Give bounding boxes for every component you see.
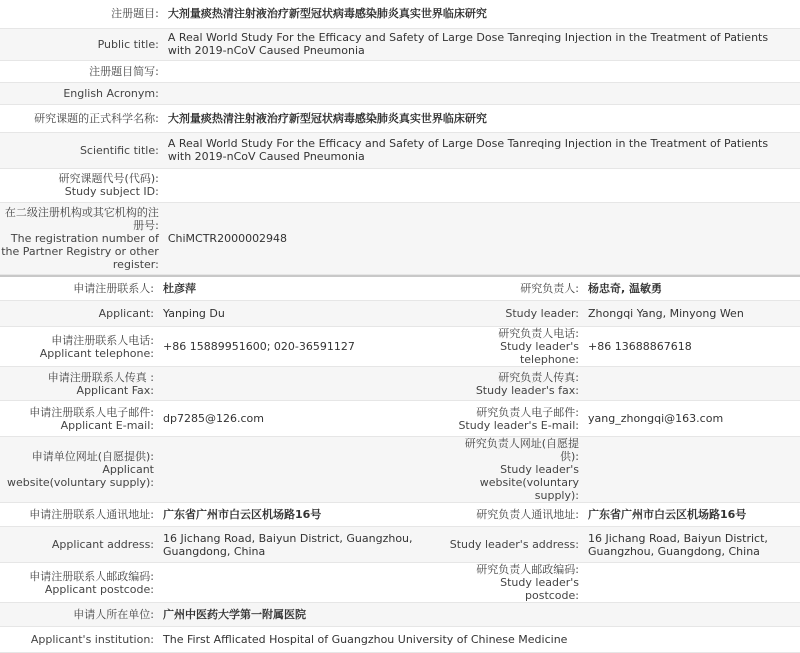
- applicant-address-en-label: Applicant address:: [0, 527, 159, 563]
- applicant-website-value: [159, 437, 447, 503]
- applicant-postcode-zh-label: 申请注册联系人邮政编码:: [0, 570, 154, 583]
- applicant-email-zh-label: 申请注册联系人电子邮件:: [0, 406, 154, 419]
- institution-en-value: The First Afflicated Hospital of Guangzhou University of Chinese Medicine: [159, 627, 800, 653]
- applicant-postcode-value: [159, 563, 447, 603]
- applicant-website-en-label: Applicant website(voluntary supply):: [0, 463, 154, 489]
- partner-en-label: The registration number of the Partner Registry or other register:: [0, 232, 159, 271]
- leader-fax-value: [584, 367, 800, 401]
- leader-fax-zh-label: 研究负责人传真:: [447, 371, 579, 384]
- applicant-website-label: [0, 437, 159, 503]
- leader-fax-en-label: Study leader's fax:: [447, 384, 579, 397]
- institution-zh-value: 广州中医药大学第一附属医院: [159, 603, 800, 627]
- applicant-email-label: [0, 401, 159, 437]
- row-scientific-title-zh: [0, 104, 800, 132]
- public-title-zh-label: 注册题目:: [0, 0, 164, 28]
- row-telephone: [0, 327, 800, 367]
- row-acronym-zh: [0, 60, 800, 82]
- acronym-en-value: [164, 82, 800, 104]
- scientific-title-zh-label: 研究课题的正式科学名称:: [0, 104, 164, 132]
- leader-address-zh-label: 研究负责人通讯地址:: [447, 503, 584, 527]
- applicant-en-label: Applicant:: [0, 301, 159, 327]
- applicant-fax-value: [159, 367, 447, 401]
- scientific-title-en-label: Scientific title:: [0, 132, 164, 168]
- applicant-telephone-en-label: Applicant telephone:: [0, 347, 154, 360]
- leader-postcode-value: [584, 563, 800, 603]
- row-institution-zh: [0, 603, 800, 627]
- leader-en-label: Study leader:: [447, 301, 584, 327]
- leader-zh-value: 杨忠奇, 温敏勇: [584, 277, 800, 301]
- applicant-zh-label: 申请注册联系人:: [0, 277, 159, 301]
- applicant-address-zh-label: 申请注册联系人通讯地址:: [0, 503, 159, 527]
- partner-registry-number: ChiMCTR2000002948: [164, 202, 800, 274]
- scientific-title-zh-value: 大剂量痰热清注射液治疗新型冠状病毒感染肺炎真实世界临床研究: [164, 104, 800, 132]
- leader-postcode-zh-label: 研究负责人邮政编码:: [447, 563, 579, 576]
- applicant-postcode-label: [0, 563, 159, 603]
- applicant-fax-zh-label: 申请注册联系人传真 :: [0, 371, 154, 384]
- leader-telephone-value: +86 13688867618: [584, 327, 800, 367]
- study-info-table: [0, 0, 800, 275]
- row-website: [0, 437, 800, 503]
- row-address-zh: [0, 503, 800, 527]
- institution-en-label: Applicant's institution:: [0, 627, 159, 653]
- row-partner-registry: [0, 202, 800, 274]
- row-scientific-title-en: [0, 132, 800, 168]
- leader-website-value: [584, 437, 800, 503]
- applicant-en-value: Yanping Du: [159, 301, 447, 327]
- leader-email-value: yang_zhongqi@163.com: [584, 401, 800, 437]
- row-postcode: [0, 563, 800, 603]
- public-title-en-label: Public title:: [0, 28, 164, 60]
- applicant-telephone-label: [0, 327, 159, 367]
- leader-en-value: Zhongqi Yang, Minyong Wen: [584, 301, 800, 327]
- leader-website-label: [447, 437, 584, 503]
- applicant-email-value: dp7285@126.com: [159, 401, 447, 437]
- public-title-en-value: A Real World Study For the Efficacy and Safety of Large Dose Tanreqing Injection in the Treatment of Patients with 2019-nCoV Caused Pneumonia: [164, 28, 800, 60]
- row-fax: [0, 367, 800, 401]
- applicant-fax-label: [0, 367, 159, 401]
- row-public-title-en: [0, 28, 800, 60]
- scientific-title-en-value: A Real World Study For the Efficacy and Safety of Large Dose Tanreqing Injection in the Treatment of Patients with 2019-nCoV Caused Pneumonia: [164, 132, 800, 168]
- leader-address-zh-value: 广东省广州市白云区机场路16号: [584, 503, 800, 527]
- subject-id-zh-label: 研究课题代号(代码):: [0, 172, 159, 185]
- subject-id-label: [0, 168, 164, 202]
- row-email: [0, 401, 800, 437]
- leader-website-zh-label: 研究负责人网址(自愿提供):: [447, 437, 579, 463]
- leader-address-en-label: Study leader's address:: [447, 527, 584, 563]
- leader-postcode-label: [447, 563, 584, 603]
- acronym-en-label: English Acronym:: [0, 82, 164, 104]
- acronym-zh-value: [164, 60, 800, 82]
- acronym-zh-label: 注册题目简写:: [0, 60, 164, 82]
- public-title-zh-value: 大剂量痰热清注射液治疗新型冠状病毒感染肺炎真实世界临床研究: [164, 0, 800, 28]
- applicant-address-zh-value: 广东省广州市白云区机场路16号: [159, 503, 447, 527]
- applicant-email-en-label: Applicant E-mail:: [0, 419, 154, 432]
- row-public-title-zh: [0, 0, 800, 28]
- applicant-zh-value: 杜彦萍: [159, 277, 447, 301]
- leader-email-en-label: Study leader's E-mail:: [447, 419, 579, 432]
- leader-email-label: [447, 401, 584, 437]
- subject-id-value: [164, 168, 800, 202]
- applicant-telephone-zh-label: 申请注册联系人电话:: [0, 334, 154, 347]
- leader-postcode-en-label: Study leader's postcode:: [447, 576, 579, 602]
- subject-id-en-label: Study subject ID:: [0, 185, 159, 198]
- applicant-fax-en-label: Applicant Fax:: [0, 384, 154, 397]
- applicant-postcode-en-label: Applicant postcode:: [0, 583, 154, 596]
- partner-zh-label: 在二级注册机构或其它机构的注册号:: [0, 206, 159, 232]
- row-contact-names-en: [0, 301, 800, 327]
- leader-zh-label: 研究负责人:: [447, 277, 584, 301]
- leader-address-en-value: 16 Jichang Road, Baiyun District, Guangzhou, Guangdong, China: [584, 527, 800, 563]
- row-subject-id: [0, 168, 800, 202]
- leader-email-zh-label: 研究负责人电子邮件:: [447, 406, 579, 419]
- leader-fax-label: [447, 367, 584, 401]
- row-address-en: [0, 527, 800, 563]
- applicant-address-en-value: 16 Jichang Road, Baiyun District, Guangzhou, Guangdong, China: [159, 527, 447, 563]
- contacts-table: [0, 277, 800, 653]
- row-institution-en: [0, 627, 800, 653]
- partner-registry-label: [0, 202, 164, 274]
- leader-telephone-zh-label: 研究负责人电话:: [447, 327, 579, 340]
- leader-telephone-en-label: Study leader's telephone:: [447, 340, 579, 366]
- applicant-website-zh-label: 申请单位网址(自愿提供):: [0, 450, 154, 463]
- applicant-telephone-value: +86 15889951600; 020-36591127: [159, 327, 447, 367]
- leader-website-en-label: Study leader's website(voluntary supply):: [447, 463, 579, 502]
- row-contact-names-zh: [0, 277, 800, 301]
- leader-telephone-label: [447, 327, 584, 367]
- row-acronym-en: [0, 82, 800, 104]
- institution-zh-label: 申请人所在单位:: [0, 603, 159, 627]
